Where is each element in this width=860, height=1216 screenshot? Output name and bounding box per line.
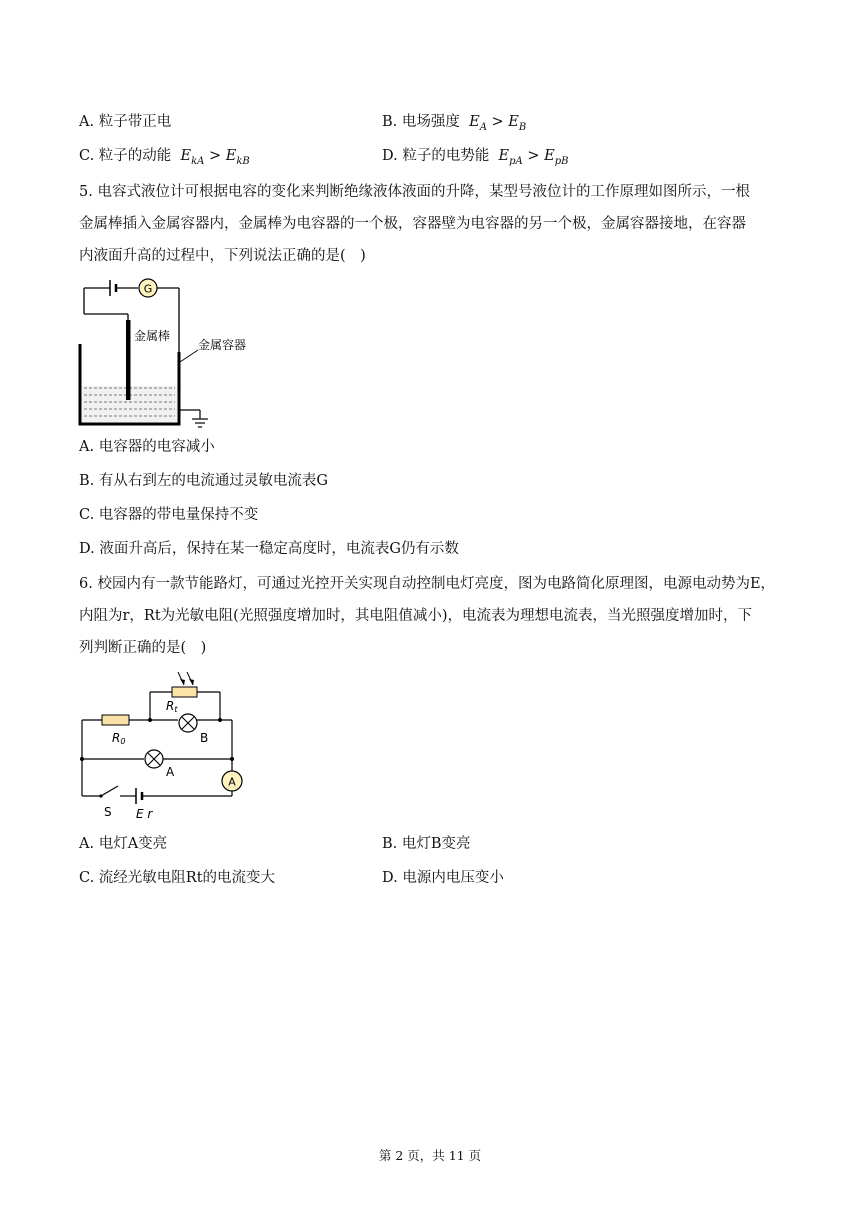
q5-option-a: A. 电容器的电容减小	[79, 439, 215, 455]
q4-option-c-formula: $E_{kA} > E_{kB}$	[180, 148, 250, 167]
switch-s-label: S	[104, 805, 112, 819]
q5-stem-line-2: 金属棒插入金属容器内，金属棒为电容器的一个极，容器壁为电容器的另一个极，金属容器接地，在容器	[79, 216, 746, 232]
q4-option-d-text: D. 粒子的电势能	[382, 148, 490, 164]
q5-stem-line-3: 内液面升高的过程中，下列说法正确的是( )	[79, 248, 366, 264]
lamp-a-label: A	[166, 765, 175, 779]
q6-option-b: B. 电灯B变亮	[382, 836, 471, 852]
ammeter-label: A	[228, 775, 236, 789]
q6-option-c: C. 流经光敏电阻Rt的电流变大	[79, 870, 276, 886]
q5-option-b: B. 有从右到左的电流通过灵敏电流表G	[79, 473, 328, 489]
page-footer: 第 2 页，共 11 页	[378, 1148, 482, 1163]
source-label: E r	[136, 807, 153, 821]
r0-label	[112, 731, 125, 746]
q5-option-d: D. 液面升高后，保持在某一稳定高度时，电流表G仍有示数	[79, 541, 459, 557]
q5-stem-line-1: 5. 电容式液位计可根据电容的变化来判断绝缘液体液面的升降，某型号液位计的工作原理如图所示，一根	[79, 184, 750, 200]
q6-stem-line-2: 内阻为r，Rt为光敏电阻(光照强度增加时，其电阻值减小)，电流表为理想电流表，当光照强度增加时，下	[79, 608, 752, 624]
q4-option-c	[79, 146, 250, 172]
rt-letter: R	[166, 699, 175, 713]
metal-container-label: 金属容器	[198, 338, 247, 352]
rt-sub: t	[174, 705, 178, 714]
q4-option-b-formula: $E_A > E_B$	[469, 114, 527, 133]
q6-figure-circuit	[74, 664, 264, 824]
q4-option-d	[382, 146, 568, 172]
q4-option-c-text: C. 粒子的动能	[79, 148, 172, 164]
q5-figure-capacitive-level-meter	[70, 274, 290, 434]
q6-option-a: A. 电灯A变亮	[79, 836, 168, 852]
q4-option-b	[382, 112, 526, 138]
metal-rod-label: 金属棒	[134, 329, 171, 343]
rt-label	[166, 699, 178, 714]
q5-option-c: C. 电容器的带电量保持不变	[79, 507, 259, 523]
q6-option-d: D. 电源内电压变小	[382, 870, 504, 886]
lamp-b-label: B	[200, 731, 209, 745]
q6-stem-line-1: 6. 校园内有一款节能路灯，可通过光控开关实现自动控制电灯亮度，图为电路简化原理图，电源电动势为E，	[79, 576, 776, 592]
meter-g-label: G	[143, 282, 153, 296]
q4-option-b-text: B. 电场强度	[382, 114, 460, 130]
q4-option-d-formula: $E_{pA} > E_{pB}$	[498, 148, 569, 167]
q4-option-a: A. 粒子带正电	[79, 114, 172, 130]
r0-letter: R	[112, 731, 121, 745]
r0-sub: 0	[120, 737, 126, 746]
q6-stem-line-3: 列判断正确的是( )	[79, 640, 207, 656]
